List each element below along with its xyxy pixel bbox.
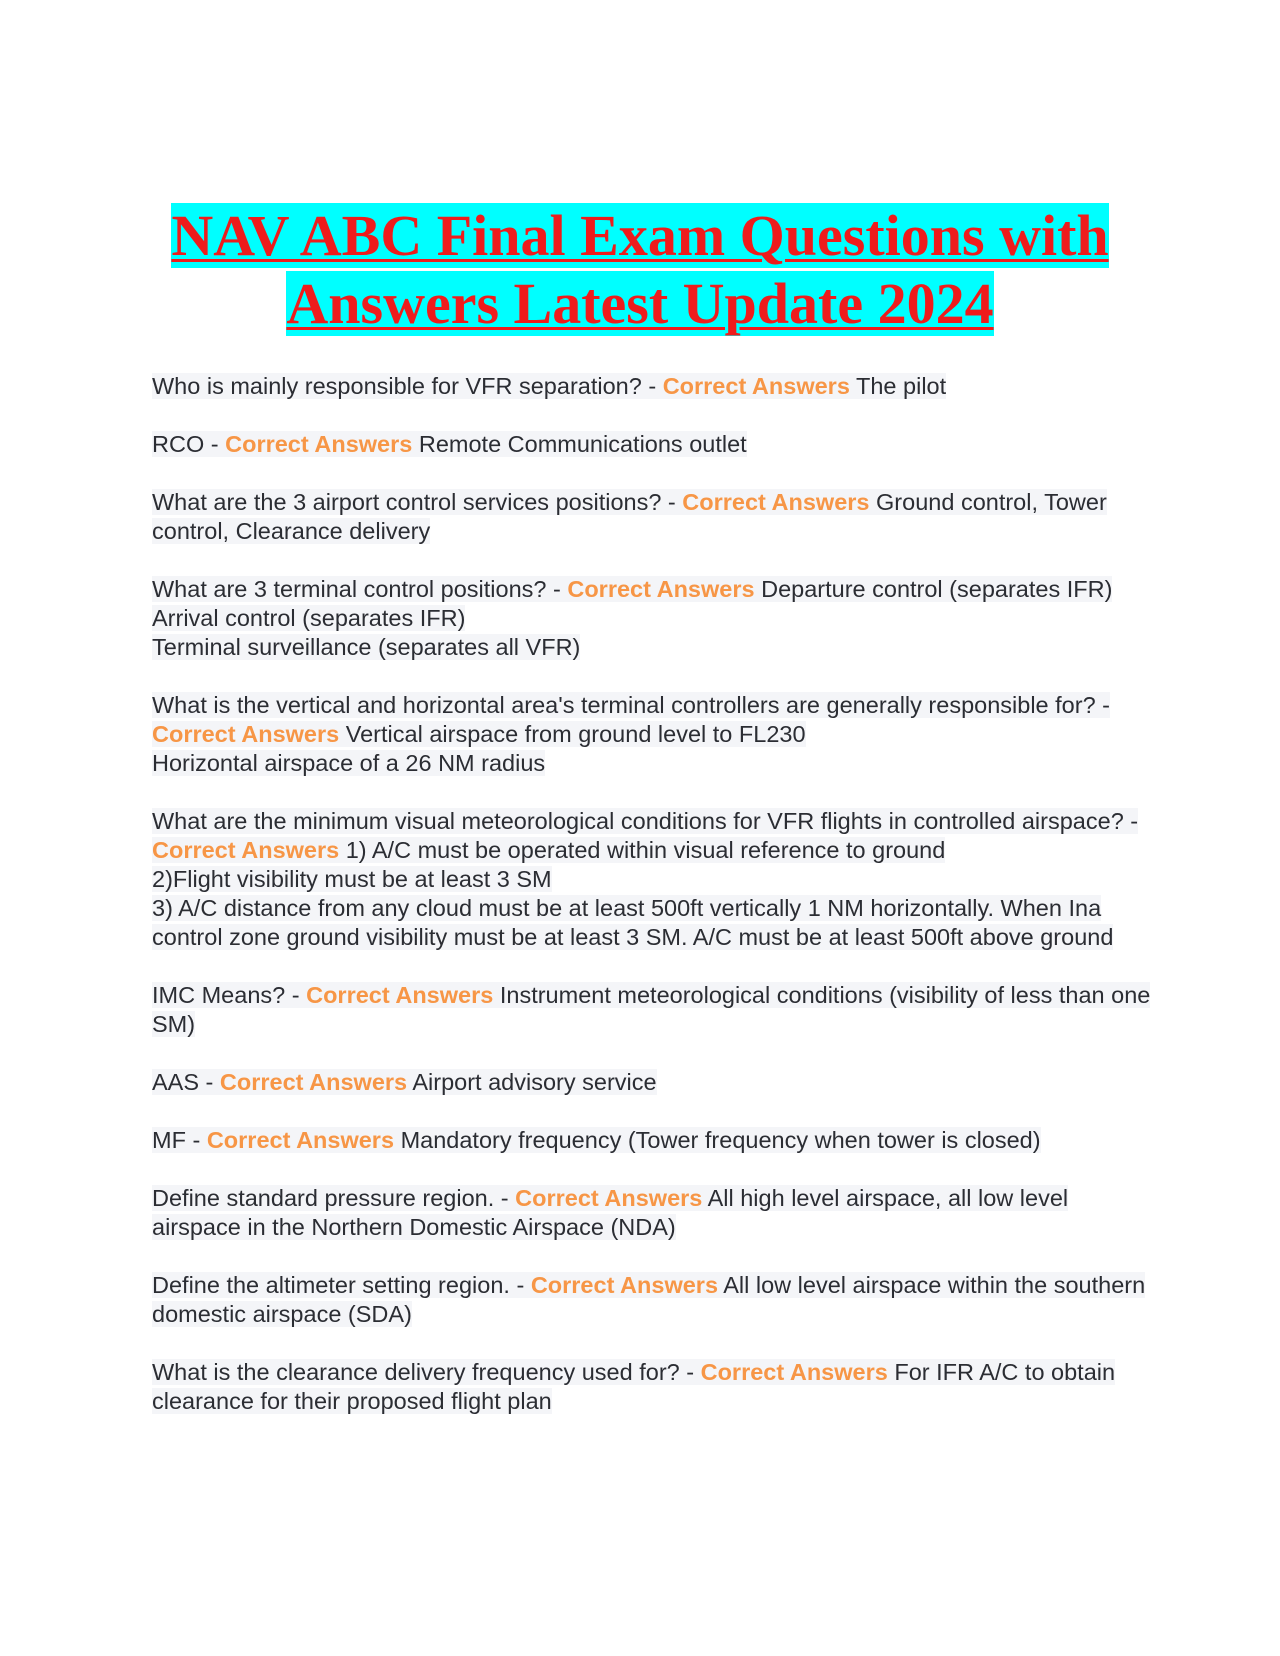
separator: - [285,982,307,1008]
qa-item [152,1126,1152,1155]
question-text: Define standard pressure region. [152,1185,495,1211]
answer-text: 2)Flight visibility must be at least 3 SM [152,866,552,892]
answer-text: Instrument meteorological conditions (visibility of less than one SM) [152,982,1151,1037]
separator: - [641,373,663,399]
separator: - [661,489,683,515]
answer-text: Horizontal airspace of a 26 NM radius [152,750,546,776]
qa-item [152,430,1152,459]
qa-list [152,372,1152,1445]
qa-item [152,1068,1152,1097]
qa-item [152,488,1152,546]
question-text: What are 3 terminal control positions? [152,576,547,602]
separator: - [199,1069,220,1095]
answer-text: 1) A/C must be operated within visual reference to ground [345,837,946,863]
answer-text: The pilot [856,373,947,399]
answer-text: Airport advisory service [412,1069,657,1095]
correct-answers-label: Correct Answers [567,576,755,602]
answer-text: 3) A/C distance from any cloud must be at least 500ft vertically 1 NM horizontally. When Ina control zone ground visibility must be at least 3 SM. A/C must be at least 500ft above ground [152,895,1114,950]
qa-item [152,981,1152,1039]
question-text: AAS [152,1069,200,1095]
question-text: RCO [152,431,205,457]
qa-item [152,575,1152,662]
title-line-1: NAV ABC Final Exam Questions with [171,203,1109,268]
question-text: Define the altimeter setting region. [152,1272,510,1298]
answer-text: Arrival control (separates IFR) [152,605,466,631]
answer-text: For IFR A/C to obtain clearance for their proposed flight plan [152,1359,1116,1414]
answer-text: Remote Communications outlet [418,431,747,457]
correct-answers-label: Correct Answers [152,721,340,747]
question-text: What is the vertical and horizontal area's terminal controllers are generally responsible for? [152,692,1096,718]
document-title [120,202,1160,338]
answer-text: Terminal surveillance (separates all VFR) [152,634,581,660]
qa-item [152,1271,1152,1329]
separator: - [1095,692,1110,718]
answer-text: Vertical airspace from ground level to FL230 [345,721,806,747]
separator: - [546,576,568,602]
title-line-2: Answers Latest Update 2024 [286,271,994,336]
qa-item [152,807,1152,952]
separator: - [494,1185,516,1211]
separator: - [185,1127,207,1153]
correct-answers-label: Correct Answers [152,837,340,863]
correct-answers-label: Correct Answers [219,1069,408,1095]
separator: - [509,1272,531,1298]
answer-text: Mandatory frequency (Tower frequency when tower is closed) [400,1127,1041,1153]
question-text: MF [152,1127,186,1153]
qa-item [152,691,1152,778]
answer-text: All high level airspace, all low level airspace in the Northern Domestic Airspace (NDA) [152,1185,1069,1240]
question-text: What are the minimum visual meteorological conditions for VFR flights in controlled airspace? [152,808,1124,834]
separator: - [204,431,226,457]
correct-answers-label: Correct Answers [515,1185,703,1211]
qa-item [152,372,1152,401]
correct-answers-label: Correct Answers [530,1272,719,1298]
correct-answers-label: Correct Answers [700,1359,888,1385]
correct-answers-label: Correct Answers [682,489,870,515]
answer-text: Ground control, Tower control, Clearance delivery [152,489,1107,544]
qa-item [152,1358,1152,1416]
correct-answers-label: Correct Answers [225,431,413,457]
separator: - [1123,808,1139,834]
qa-item [152,1184,1152,1242]
correct-answers-label: Correct Answers [206,1127,395,1153]
question-text: Who is mainly responsible for VFR separation? [152,373,642,399]
question-text: IMC Means? [152,982,286,1008]
answer-text: All low level airspace within the southern domestic airspace (SDA) [152,1272,1146,1327]
question-text: What are the 3 airport control services positions? [152,489,662,515]
question-text: What is the clearance delivery frequency used for? [152,1359,680,1385]
answer-text: Departure control (separates IFR) [761,576,1113,602]
separator: - [679,1359,701,1385]
correct-answers-label: Correct Answers [662,373,850,399]
correct-answers-label: Correct Answers [306,982,494,1008]
